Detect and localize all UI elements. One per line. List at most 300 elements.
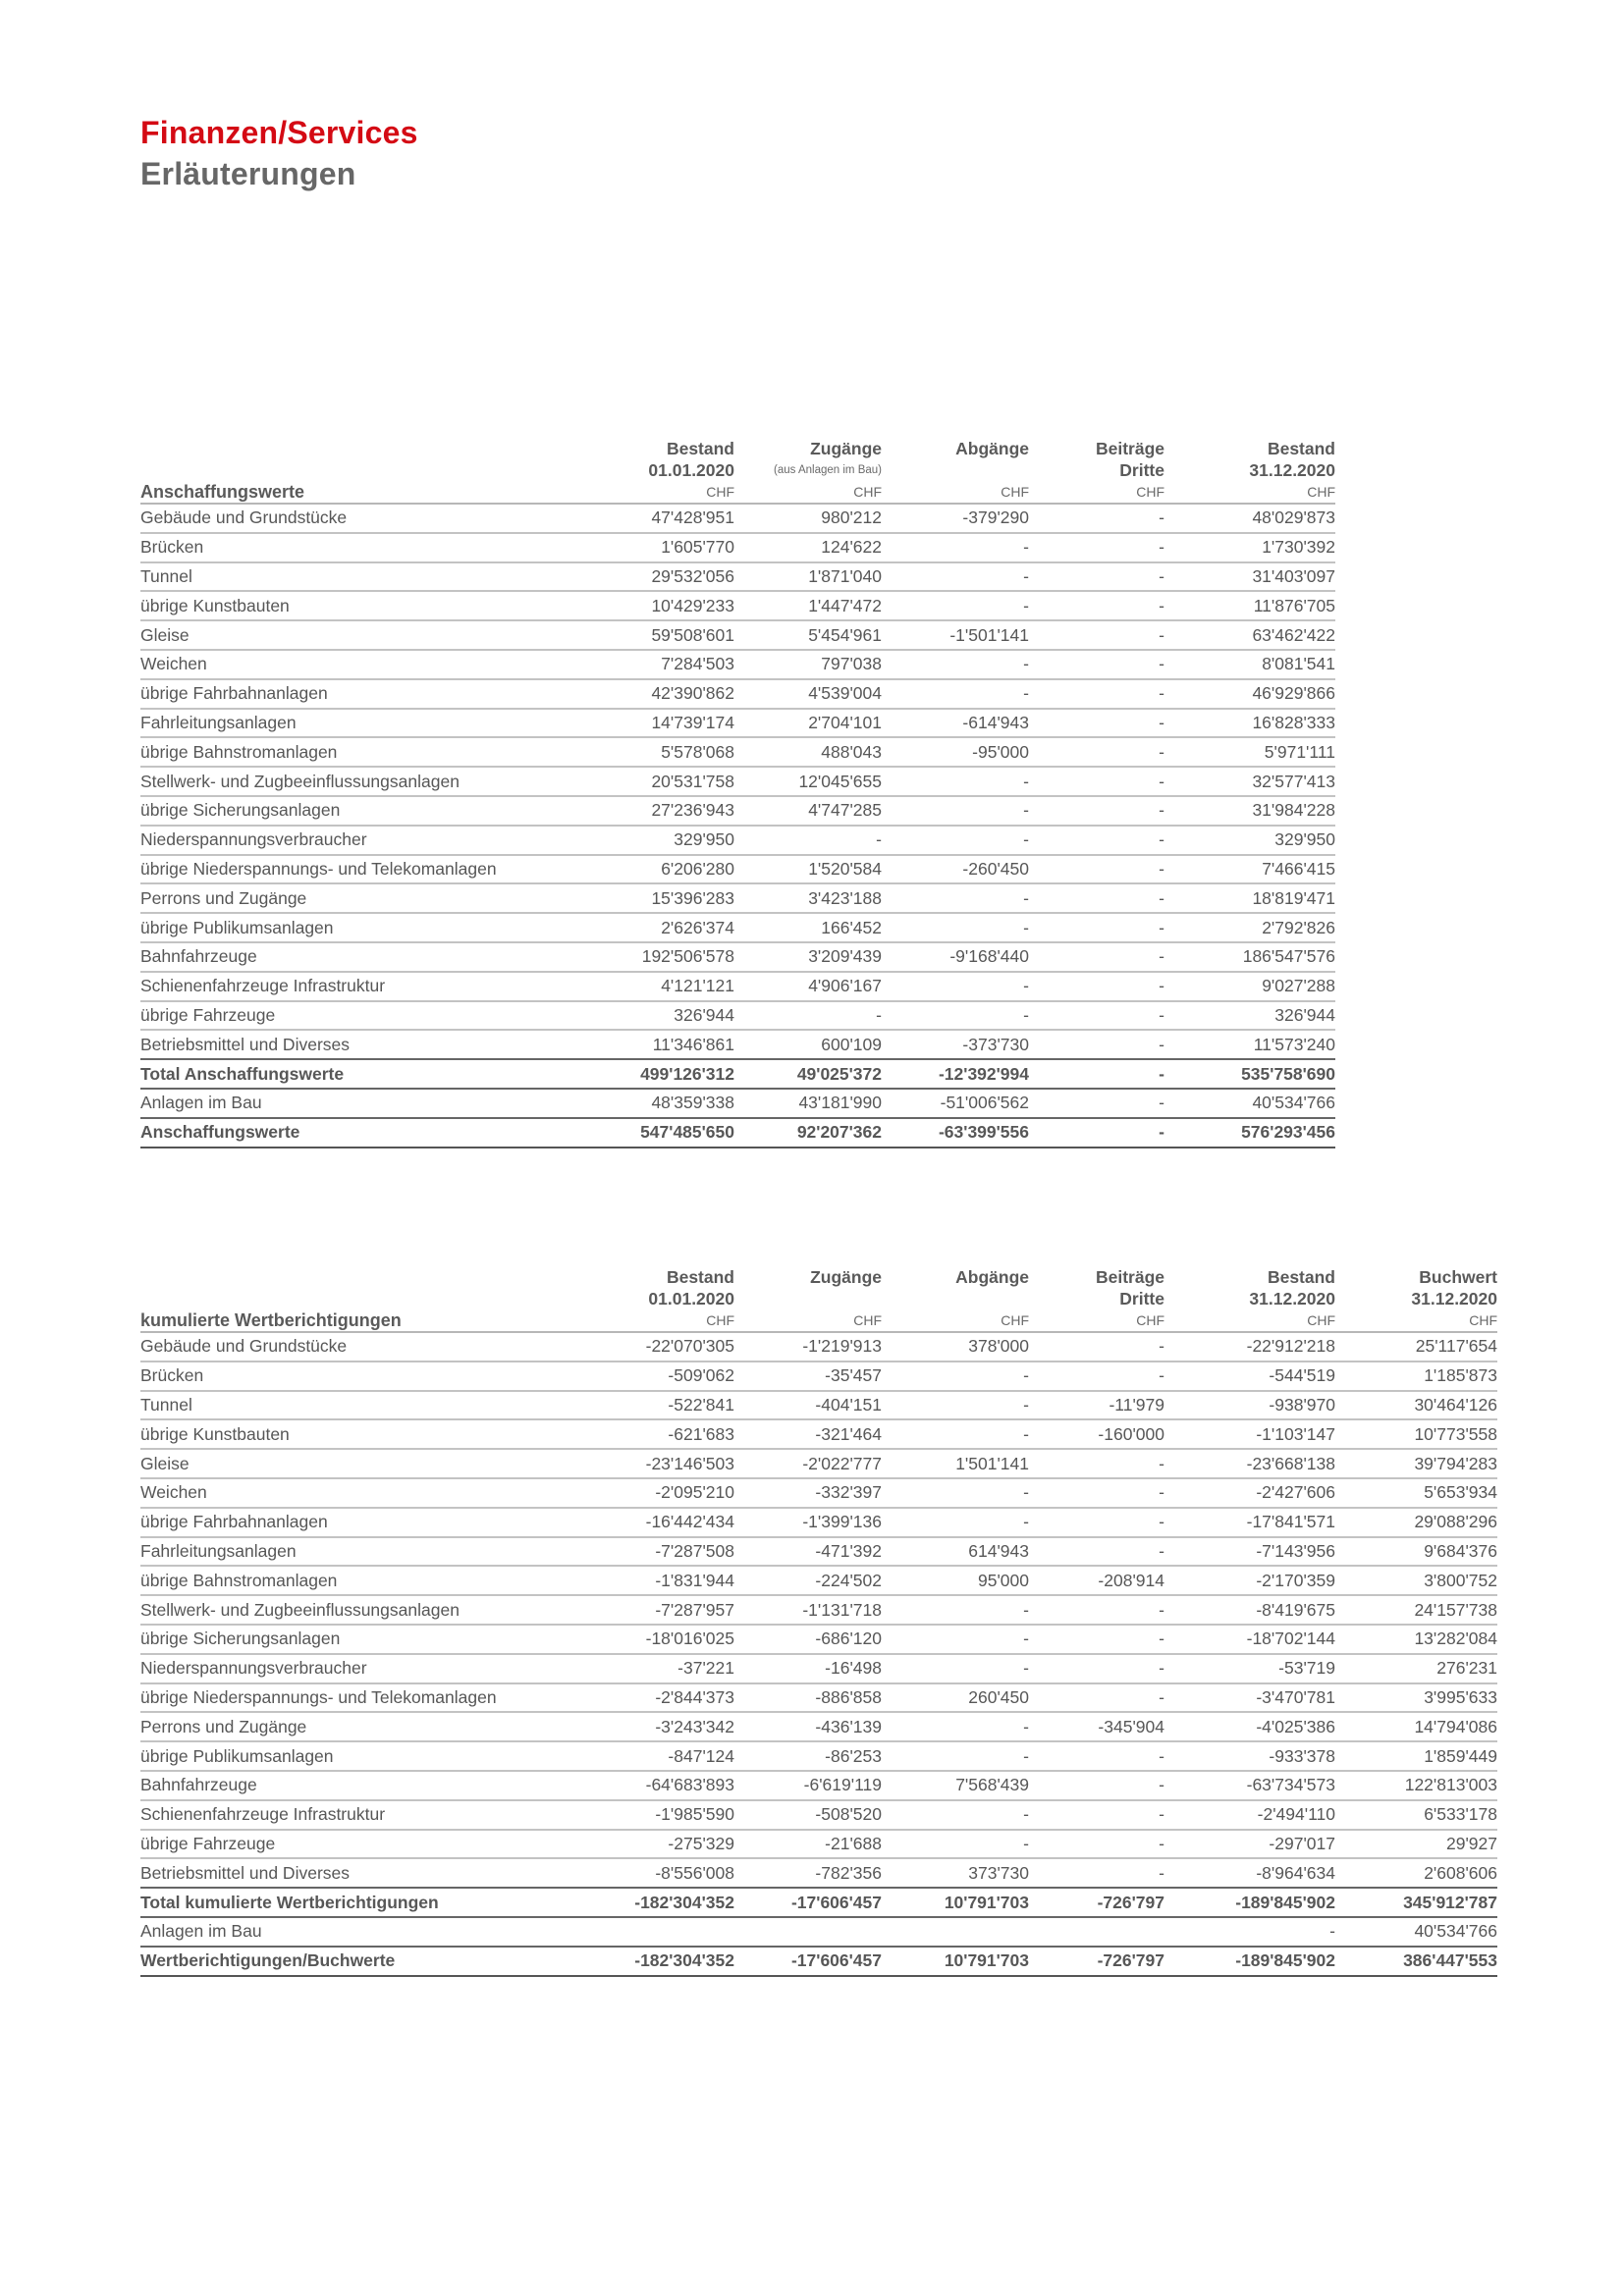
cell-value: 166'452	[821, 917, 882, 937]
cell-value: -404'151	[815, 1394, 882, 1415]
cell-value: 16'828'333	[1252, 712, 1335, 732]
cell-value: -	[1159, 537, 1164, 558]
cell-value: -	[1023, 1833, 1029, 1853]
cell-value: -2'095'210	[655, 1482, 734, 1503]
cell-value: 186'547'576	[1242, 946, 1335, 967]
cell-value: -	[1023, 537, 1029, 558]
cell-value: -886'858	[815, 1686, 882, 1707]
row-label: übrige Fahrzeuge	[140, 1833, 276, 1853]
cell-value: -	[1023, 1423, 1029, 1444]
cell-value: 11'346'861	[652, 1034, 734, 1054]
cell-value: -	[1159, 1004, 1164, 1025]
cell-value: -	[1159, 1775, 1164, 1795]
cell-value: 4'906'167	[808, 976, 882, 996]
cell-value: 31'984'228	[1252, 800, 1335, 821]
cell-value: -	[1023, 565, 1029, 586]
cell-value: -	[1023, 1629, 1029, 1649]
cell-value: 499'126'312	[640, 1063, 734, 1084]
cell-value: -373'730	[962, 1034, 1029, 1054]
cell-value: -7'143'956	[1256, 1540, 1335, 1561]
cell-value: -18'702'144	[1246, 1629, 1335, 1649]
table-row	[140, 504, 1335, 533]
row-label: Tunnel	[140, 565, 192, 586]
cell-value: 4'539'004	[808, 683, 882, 704]
cell-value: -7'287'957	[655, 1599, 734, 1620]
cell-value: 39'794'283	[1414, 1453, 1497, 1473]
cell-value: 25'117'654	[1415, 1336, 1497, 1357]
cell-value: 3'995'633	[1424, 1686, 1497, 1707]
cell-value: 1'185'873	[1424, 1365, 1497, 1386]
cell-value: -297'017	[1269, 1833, 1335, 1853]
cell-value: 276'231	[1436, 1658, 1497, 1679]
cell-value: 48'029'873	[1252, 507, 1335, 528]
cell-value: -	[1159, 741, 1164, 762]
row-label: Perrons und Zugänge	[140, 887, 307, 908]
cell-value: 6'206'280	[661, 858, 734, 879]
column-header: Buchwert 31.12.2020 CHF	[1411, 1267, 1497, 1328]
cell-value: 7'284'503	[661, 654, 734, 674]
cell-value: 345'912'787	[1403, 1892, 1497, 1912]
cell-value: 8'081'541	[1262, 654, 1335, 674]
cell-value: -2'494'110	[1257, 1804, 1335, 1825]
row-label: Gebäude und Grundstücke	[140, 1336, 348, 1357]
row-label: Gleise	[140, 624, 189, 645]
cell-value: -	[1159, 595, 1164, 615]
cell-value: -	[1023, 771, 1029, 791]
row-label: Anlagen im Bau	[140, 1921, 262, 1942]
cell-value: -	[1159, 1658, 1164, 1679]
cell-value: 378'000	[968, 1336, 1029, 1357]
row-label: Tunnel	[140, 1394, 192, 1415]
row-label: Total Anschaffungswerte	[140, 1063, 345, 1084]
cell-value: -	[1023, 1512, 1029, 1532]
cell-value: -7'287'508	[655, 1540, 734, 1561]
table-row	[140, 1712, 1497, 1741]
cell-value: -	[1159, 1482, 1164, 1503]
row-label: Niederspannungsverbraucher	[140, 1658, 367, 1679]
table-row	[140, 1741, 1497, 1771]
row-label: übrige Publikumsanlagen	[140, 1745, 334, 1766]
column-header: Bestand 01.01.2020 CHF	[648, 439, 734, 500]
cell-value: -17'841'571	[1246, 1512, 1335, 1532]
cell-value: -12'392'994	[938, 1063, 1029, 1084]
cell-value: 386'447'553	[1403, 1950, 1497, 1971]
cell-value: 547'485'650	[640, 1122, 734, 1143]
cell-value: 20'531'758	[651, 771, 734, 791]
table-row	[140, 1830, 1497, 1859]
cell-value: -17'606'457	[790, 1892, 882, 1912]
cell-value: -	[1023, 829, 1029, 850]
cell-value: -332'397	[815, 1482, 882, 1503]
cell-value: -	[1023, 654, 1029, 674]
cell-value: -	[876, 829, 882, 850]
table-row	[140, 620, 1335, 650]
column-header: Bestand 31.12.2020 CHF	[1249, 1267, 1335, 1328]
cell-value: -22'070'305	[645, 1336, 734, 1357]
row-label: Bahnfahrzeuge	[140, 946, 257, 967]
table-total-row	[140, 1059, 1335, 1089]
row-label: Schienenfahrzeuge Infrastruktur	[140, 1804, 386, 1825]
cell-value: -	[1159, 1093, 1164, 1113]
cell-value: 27'236'943	[651, 800, 734, 821]
table-row	[140, 1771, 1497, 1800]
cell-value: 14'794'086	[1414, 1716, 1497, 1736]
row-label: übrige Fahrzeuge	[140, 1004, 276, 1025]
cell-value: -471'392	[815, 1540, 882, 1561]
cell-value: -8'419'675	[1256, 1599, 1335, 1620]
cell-value: 40'534'766	[1414, 1921, 1497, 1942]
table-body	[140, 504, 1335, 1148]
cell-value: -3'470'781	[1256, 1686, 1335, 1707]
row-label: Stellwerk- und Zugbeeinflussungsanlagen	[140, 771, 460, 791]
cell-value: 14'739'174	[651, 712, 734, 732]
table-row	[140, 533, 1335, 562]
cell-value: 124'622	[821, 537, 882, 558]
table-row	[140, 796, 1335, 826]
table-row	[140, 1030, 1335, 1059]
cell-value: 10'791'703	[944, 1950, 1029, 1971]
row-label: Betriebsmittel und Diverses	[140, 1862, 350, 1883]
table-row	[140, 1537, 1497, 1567]
cell-value: 2'792'826	[1262, 917, 1335, 937]
cell-value: -509'062	[668, 1365, 734, 1386]
cell-value: -189'845'902	[1235, 1950, 1335, 1971]
cell-value: 47'428'951	[651, 507, 734, 528]
row-label: Fahrleitungsanlagen	[140, 1540, 297, 1561]
table-row	[140, 855, 1335, 884]
cell-value: -8'964'634	[1256, 1862, 1335, 1883]
row-label: übrige Fahrbahnanlagen	[140, 1512, 328, 1532]
cell-value: -436'139	[815, 1716, 882, 1736]
cell-value: -	[1159, 1862, 1164, 1883]
table-header-row	[140, 1266, 1497, 1332]
cell-value: 535'758'690	[1241, 1063, 1335, 1084]
cell-value: 2'704'101	[808, 712, 882, 732]
cell-value: 29'532'056	[651, 565, 734, 586]
cell-value: 31'403'097	[1252, 565, 1335, 586]
cell-value: -933'378	[1269, 1745, 1335, 1766]
cell-value: -11'979	[1109, 1394, 1164, 1415]
table-body	[140, 1332, 1497, 1976]
cell-value: 2'608'606	[1424, 1862, 1497, 1883]
cell-value: 40'534'766	[1252, 1093, 1335, 1113]
cell-value: -	[1159, 771, 1164, 791]
cell-value: 10'429'233	[651, 595, 734, 615]
cell-value: -64'683'893	[645, 1775, 734, 1795]
row-label: Gleise	[140, 1453, 189, 1473]
row-label: Brücken	[140, 537, 204, 558]
column-header: Bestand 01.01.2020 CHF	[648, 1267, 734, 1328]
cell-value: -	[1023, 683, 1029, 704]
cell-value: 4'747'285	[808, 800, 882, 821]
row-label: Fahrleitungsanlagen	[140, 712, 297, 732]
cell-value: 329'950	[1274, 829, 1335, 850]
table-row	[140, 883, 1335, 913]
row-label: Stellwerk- und Zugbeeinflussungsanlagen	[140, 1599, 460, 1620]
cell-value: -86'253	[825, 1745, 882, 1766]
cell-value: -	[1159, 683, 1164, 704]
cell-value: -17'606'457	[790, 1950, 882, 1971]
column-header: Abgänge CHF	[955, 439, 1029, 500]
cell-value: -	[1023, 595, 1029, 615]
row-label: übrige Kunstbauten	[140, 1423, 290, 1444]
table-total-row	[140, 1888, 1497, 1917]
row-label: übrige Bahnstromanlagen	[140, 741, 338, 762]
cell-value: 5'653'934	[1424, 1482, 1497, 1503]
cell-value: -726'797	[1097, 1892, 1164, 1912]
column-header: Zugänge CHF	[810, 1267, 882, 1328]
row-label: Total kumulierte Wertberichtigungen	[140, 1892, 439, 1912]
cell-value: -	[1159, 1336, 1164, 1357]
cell-value: 1'871'040	[808, 565, 882, 586]
table-row	[140, 1391, 1497, 1420]
cell-value: -	[1159, 1512, 1164, 1532]
cell-value: -16'498	[825, 1658, 882, 1679]
cell-value: -	[1023, 1004, 1029, 1025]
cell-value: -182'304'352	[634, 1950, 734, 1971]
row-label: Anlagen im Bau	[140, 1093, 262, 1113]
cell-value: 42'390'862	[651, 683, 734, 704]
cell-value: 7'568'439	[955, 1775, 1029, 1795]
cell-value: 980'212	[821, 507, 882, 528]
row-label: Wertberichtigungen/Buchwerte	[140, 1950, 396, 1971]
cell-value: -	[1023, 1804, 1029, 1825]
cell-value: -	[1023, 1658, 1029, 1679]
cell-value: 15'396'283	[651, 887, 734, 908]
cell-value: 1'605'770	[661, 537, 734, 558]
cell-value	[612, 1917, 734, 1947]
cell-value: 9'027'288	[1262, 976, 1335, 996]
cell-value: -	[1023, 1599, 1029, 1620]
cell-value: -	[1023, 1716, 1029, 1736]
cell-value: 7'466'415	[1262, 858, 1335, 879]
cell-value: -	[1159, 946, 1164, 967]
cell-value: 122'813'003	[1404, 1775, 1497, 1795]
cell-value: 30'464'126	[1414, 1394, 1497, 1415]
cell-value: 488'043	[821, 741, 882, 762]
cell-value: -275'329	[668, 1833, 734, 1853]
cell-value: 5'578'068	[661, 741, 734, 762]
cell-value: -	[1159, 1453, 1164, 1473]
cell-value: -	[1159, 1745, 1164, 1766]
cell-value: 92'207'362	[796, 1122, 882, 1143]
cell-value: -2'170'359	[1256, 1570, 1335, 1590]
table-row	[140, 1654, 1497, 1683]
table-row	[140, 826, 1335, 855]
cell-value: -726'797	[1097, 1950, 1164, 1971]
row-label: Bahnfahrzeuge	[140, 1775, 257, 1795]
cell-value: -23'146'503	[645, 1453, 734, 1473]
cell-value: 11'573'240	[1253, 1034, 1335, 1054]
cell-value: -847'124	[668, 1745, 734, 1766]
cell-value: -	[1023, 976, 1029, 996]
cell-value: 95'000	[977, 1570, 1029, 1590]
cell-value: 260'450	[968, 1686, 1029, 1707]
row-label: übrige Fahrbahnanlagen	[140, 683, 328, 704]
cell-value: -544'519	[1269, 1365, 1335, 1386]
table-row	[140, 1001, 1335, 1031]
cell-value: 46'929'866	[1252, 683, 1335, 704]
cell-value: -508'520	[815, 1804, 882, 1825]
cell-value: -	[1159, 624, 1164, 645]
cell-value: 43'181'990	[798, 1093, 882, 1113]
cell-value: -	[1159, 1034, 1164, 1054]
table-row	[140, 1800, 1497, 1830]
cell-value	[882, 1917, 1029, 1947]
table-row	[140, 1449, 1497, 1478]
cell-value: -1'831'944	[655, 1570, 734, 1590]
cell-value: -182'304'352	[634, 1892, 734, 1912]
cell-value	[1029, 1917, 1164, 1947]
cell-value: -686'120	[815, 1629, 882, 1649]
cell-value: -189'845'902	[1235, 1892, 1335, 1912]
cell-value: -63'399'556	[938, 1122, 1029, 1143]
table-row	[140, 650, 1335, 679]
cell-value: -37'221	[677, 1658, 734, 1679]
column-header: Bestand 31.12.2020 CHF	[1249, 439, 1335, 500]
table-row	[140, 1332, 1497, 1362]
table-row	[140, 1917, 1497, 1947]
cell-value: -1'501'141	[949, 624, 1029, 645]
cell-value: -	[1159, 1804, 1164, 1825]
cell-value: 10'773'558	[1414, 1423, 1497, 1444]
cell-value: -	[1159, 858, 1164, 879]
cell-value: -	[1159, 1599, 1164, 1620]
cell-value: -	[1329, 1921, 1335, 1942]
cell-value: -95'000	[972, 741, 1029, 762]
cell-value: 18'819'471	[1252, 887, 1335, 908]
cell-value: -208'914	[1098, 1570, 1164, 1590]
cell-value: -1'131'718	[802, 1599, 882, 1620]
cell-value: 600'109	[821, 1034, 882, 1054]
cell-value: -	[1023, 917, 1029, 937]
cell-value: 29'088'296	[1414, 1512, 1497, 1532]
cell-value: -	[1159, 1122, 1164, 1143]
cell-value: -1'399'136	[802, 1512, 882, 1532]
row-label: Anschaffungswerte	[140, 1122, 300, 1143]
cell-value: -51'006'562	[940, 1093, 1029, 1113]
table-row	[140, 1419, 1497, 1449]
cell-value: 1'447'472	[808, 595, 882, 615]
cell-value: 5'971'111	[1264, 741, 1335, 762]
cell-value: -2'022'777	[802, 1453, 882, 1473]
cell-value: 3'209'439	[808, 946, 882, 967]
table-row	[140, 737, 1335, 767]
cell-value: -	[1159, 712, 1164, 732]
cell-value: -2'427'606	[1256, 1482, 1335, 1503]
table-row	[140, 913, 1335, 942]
cell-value: -1'219'913	[802, 1336, 882, 1357]
cell-value: 1'730'392	[1262, 537, 1335, 558]
cell-value: -2'844'373	[655, 1686, 734, 1707]
cell-value: -	[1159, 1833, 1164, 1853]
cell-value: -224'502	[815, 1570, 882, 1590]
cell-value: 48'359'338	[651, 1093, 734, 1113]
table-row	[140, 709, 1335, 738]
cell-value: 329'950	[674, 829, 734, 850]
cell-value: -	[1159, 887, 1164, 908]
cell-value: 13'282'084	[1414, 1629, 1497, 1649]
cell-value: -	[1023, 1482, 1029, 1503]
cell-value: 6'533'178	[1424, 1804, 1497, 1825]
cell-value	[734, 1917, 882, 1947]
cell-value: 192'506'578	[641, 946, 734, 967]
column-header: Beiträge Dritte CHF	[1095, 1267, 1164, 1328]
cell-value: -621'683	[668, 1423, 734, 1444]
cell-value: -	[1159, 976, 1164, 996]
table-header-row	[140, 438, 1335, 504]
table-title: Anschaffungswerte	[140, 482, 305, 502]
cell-value: -	[1159, 654, 1164, 674]
cell-value: -18'016'025	[645, 1629, 734, 1649]
cell-value: 49'025'372	[796, 1063, 882, 1084]
row-label: übrige Niederspannungs- und Telekomanlagen	[140, 1686, 497, 1707]
row-label: Weichen	[140, 654, 207, 674]
cell-value: 373'730	[968, 1862, 1029, 1883]
cell-value: -1'985'590	[655, 1804, 734, 1825]
cell-value: -160'000	[1098, 1423, 1164, 1444]
cell-value: -	[1023, 887, 1029, 908]
row-label: Betriebsmittel und Diverses	[140, 1034, 350, 1054]
anschaffungswerte-table	[140, 438, 1335, 1148]
cell-value: -	[1159, 1365, 1164, 1386]
column-header: Abgänge CHF	[955, 1267, 1029, 1328]
row-label: übrige Kunstbauten	[140, 595, 290, 615]
cell-value: 3'423'188	[808, 887, 882, 908]
cell-value: 24'157'738	[1414, 1599, 1497, 1620]
cell-value: -6'619'119	[803, 1775, 882, 1795]
table-row	[140, 591, 1335, 620]
cell-value: 1'859'449	[1424, 1745, 1497, 1766]
cell-value: 326'944	[1274, 1004, 1335, 1025]
section-title: Finanzen/Services	[140, 115, 418, 150]
table-total-row	[140, 1118, 1335, 1148]
row-label: Brücken	[140, 1365, 204, 1386]
cell-value: -	[1159, 1063, 1164, 1084]
row-label: übrige Publikumsanlagen	[140, 917, 334, 937]
cell-value: 12'045'655	[798, 771, 882, 791]
cell-value: 614'943	[968, 1540, 1029, 1561]
cell-value: -	[1159, 507, 1164, 528]
cell-value: -	[876, 1004, 882, 1025]
row-label: Perrons und Zugänge	[140, 1716, 307, 1736]
cell-value: -	[1159, 1686, 1164, 1707]
table-row	[140, 1683, 1497, 1713]
cell-value: -	[1159, 1629, 1164, 1649]
cell-value: -4'025'386	[1256, 1716, 1335, 1736]
table-row	[140, 1858, 1497, 1888]
cell-value: -	[1159, 829, 1164, 850]
cell-value: -35'457	[825, 1365, 882, 1386]
cell-value: 10'791'703	[944, 1892, 1029, 1912]
cell-value: -345'904	[1098, 1716, 1164, 1736]
cell-value: -782'356	[815, 1862, 882, 1883]
cell-value: -23'668'138	[1246, 1453, 1335, 1473]
cell-value: -	[1023, 1365, 1029, 1386]
table-total-row	[140, 1947, 1497, 1976]
cell-value: -53'719	[1278, 1658, 1335, 1679]
table-row	[140, 942, 1335, 972]
row-label: übrige Niederspannungs- und Telekomanlagen	[140, 858, 497, 879]
cell-value: 5'454'961	[808, 624, 882, 645]
row-label: Schienenfahrzeuge Infrastruktur	[140, 976, 386, 996]
table-row	[140, 562, 1335, 592]
row-label: übrige Sicherungsanlagen	[140, 800, 341, 821]
row-label: übrige Sicherungsanlagen	[140, 1629, 341, 1649]
cell-value: 1'501'141	[955, 1453, 1029, 1473]
row-label: übrige Bahnstromanlagen	[140, 1570, 338, 1590]
cell-value: 32'577'413	[1252, 771, 1335, 791]
